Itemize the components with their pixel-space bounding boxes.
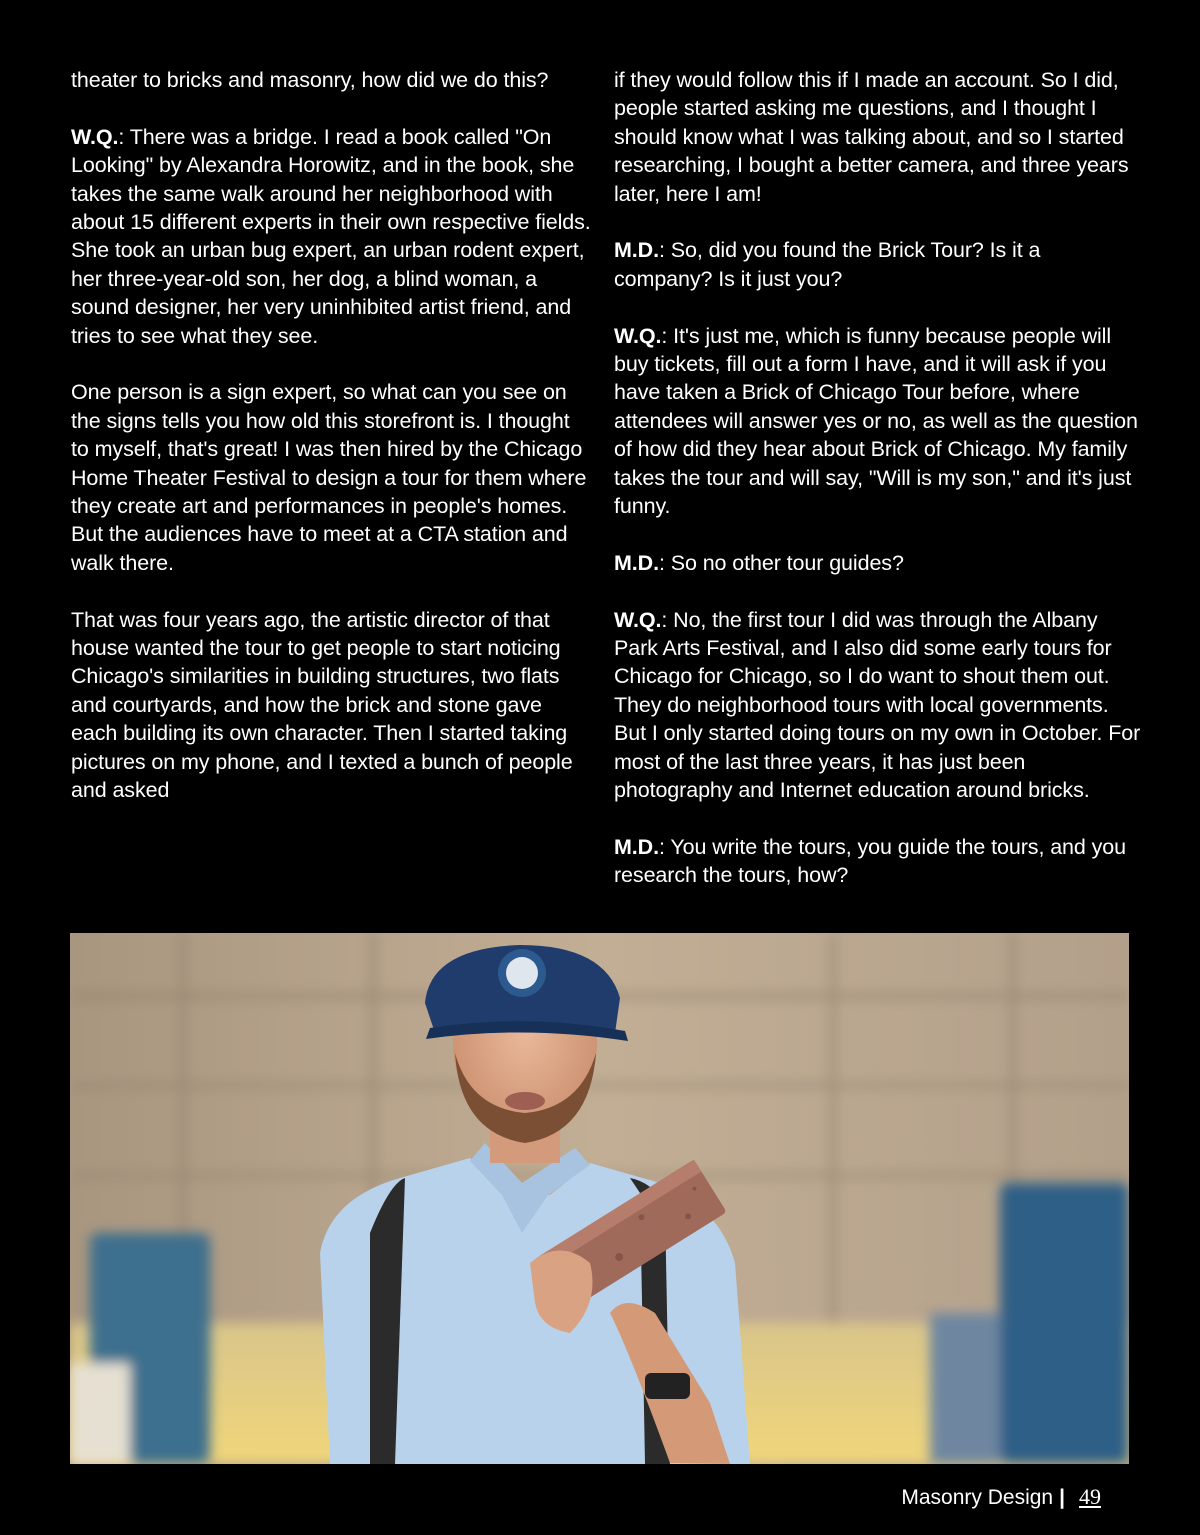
speaker-label: M.D. — [614, 550, 659, 575]
paragraph-text: theater to bricks and masonry, how did we do this? — [71, 68, 549, 92]
paragraph-text: if they would follow this if I made an account. So I did, people started asking me questions, and I thought I should know what I was talking about, and so I started researching, I bought a better camera, and three years later, here I am! — [614, 68, 1129, 206]
paragraph — [614, 606, 1144, 805]
speaker-label: W.Q. — [71, 124, 119, 149]
paragraph — [71, 66, 591, 94]
footer-separator: | — [1059, 1486, 1065, 1509]
paragraph-text: : So, did you found the Brick Tour? Is it a company? Is it just you? — [614, 238, 1041, 291]
speaker-label: W.Q. — [614, 607, 662, 632]
paragraph-text: That was four years ago, the artistic director of that house wanted the tour to get people to start noticing Chicago's similarities in building structures, two flats and courtyards, and how the brick and stone gave each building its own character. Then I started taking pictures on my phone, and I texted a bunch of people and asked — [71, 607, 573, 803]
paragraph-text: : It's just me, which is funny because people will buy tickets, fill out a form I have, and it will ask if you have taken a Brick of Chicago Tour before, where attendees will answer yes or no, as well as the question of how did they hear about Brick of Chicago. My family takes the tour and will say, "Will is my son," and it's just funny. — [614, 323, 1138, 519]
paragraph — [614, 236, 1144, 293]
paragraph — [71, 606, 591, 805]
paragraph — [71, 378, 591, 577]
page-number: 49 — [1079, 1484, 1101, 1509]
interview-photo — [70, 933, 1129, 1464]
paragraph — [614, 549, 1144, 577]
paragraph — [614, 322, 1144, 521]
paragraph — [71, 123, 591, 350]
paragraph-text: : No, the first tour I did was through the Albany Park Arts Festival, and I also did some early tours for Chicago for Chicago, so I do want to shout them out. They do neighborhood tours with local governments. But I only started doing tours on my own in October. For most of the last three years, it has just been photography and Internet education around bricks. — [614, 607, 1141, 803]
speaker-label: M.D. — [614, 834, 659, 859]
paragraph-text: : There was a bridge. I read a book called "On Looking" by Alexandra Horowitz, and in the book, she takes the same walk around her neighborhood with about 15 different experts in their own respective fields. She took an urban bug expert, an urban rodent expert, her three-year-old son, her dog, a blind woman, a sound designer, her very uninhibited artist friend, and tries to see what they see. — [71, 124, 591, 348]
right-text-column — [614, 66, 1144, 918]
speaker-label: W.Q. — [614, 323, 662, 348]
publication-name: Masonry Design — [901, 1486, 1054, 1509]
left-text-column — [71, 66, 591, 833]
paragraph-text: One person is a sign expert, so what can you see on the signs tells you how old this storefront is. I thought to myself, that's great! I was then hired by the Chicago Home Theater Festival to design a tour for them where they create art and performances in people's homes. But the audiences have to meet at a CTA station and walk there. — [71, 380, 587, 575]
paragraph — [614, 833, 1144, 890]
paragraph-text: : So no other tour guides? — [658, 550, 904, 575]
paragraph-text: : You write the tours, you guide the tours, and you research the tours, how? — [614, 834, 1127, 888]
page-footer — [901, 1484, 1101, 1510]
paragraph — [614, 66, 1144, 208]
speaker-label: M.D. — [614, 238, 659, 263]
